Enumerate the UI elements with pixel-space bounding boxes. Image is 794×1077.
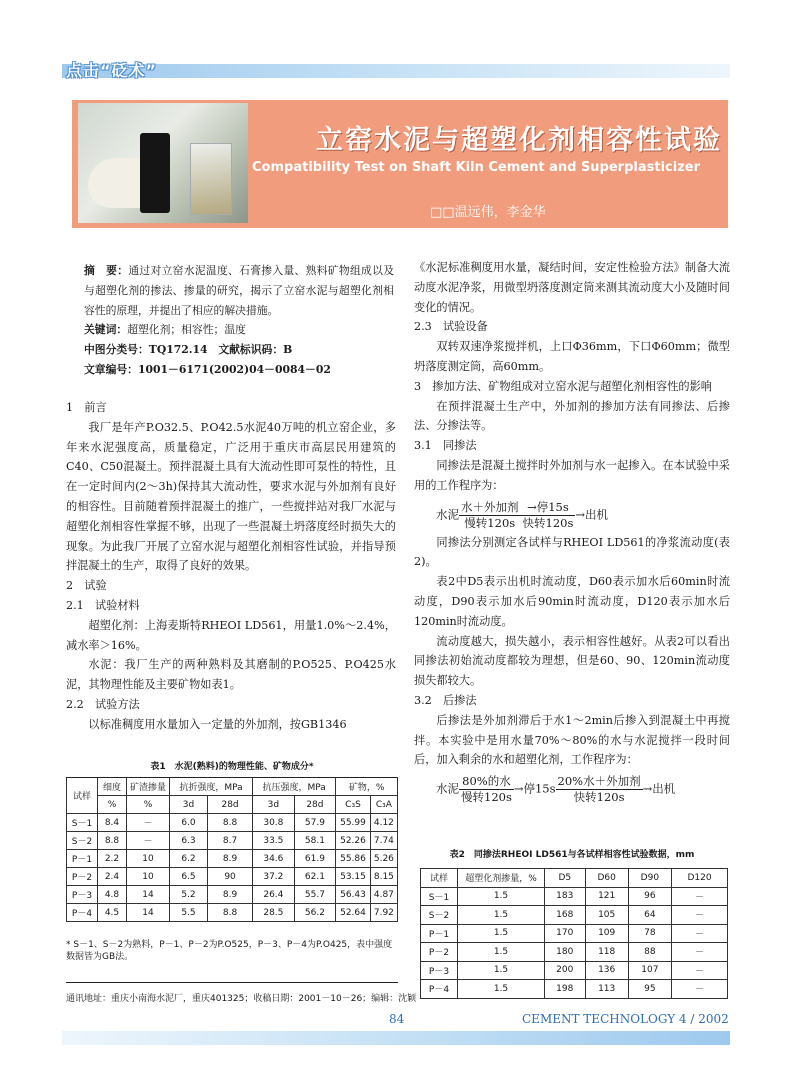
- table1-row-cell: 6.5: [170, 868, 208, 886]
- eq1-numerator: 水＋外加剂: [461, 499, 519, 514]
- journal-name: CEMENT TECHNOLOGY 4 / 2002: [522, 1012, 729, 1026]
- heading-method: 2.2 试验方法: [66, 697, 140, 711]
- table1-row-cell: 6.0: [170, 814, 208, 832]
- table2-row-cell: 1.5: [458, 943, 545, 962]
- right-column: [414, 258, 730, 805]
- table2-row-cell: 136: [585, 961, 628, 980]
- table1-row-cell: 4.87: [370, 886, 397, 904]
- eq1-denominator-2: 快转120s: [522, 515, 574, 530]
- table1-note: * S－1、S－2为熟料，P－1、P－2为P.O525，P－3、P－4为P.O425，表中强度数据皆为GB法。: [66, 940, 393, 962]
- eq1-fraction-2: [521, 500, 576, 531]
- eq2-denominator-2: 快转120s: [573, 790, 625, 805]
- table1-row-cell: 5.26: [370, 850, 397, 868]
- table2-row-cell: －: [671, 887, 727, 906]
- table1-row-cell: 7.74: [370, 832, 397, 850]
- heading-test: 2 试验: [66, 579, 107, 593]
- table1-row-cell: 8.9: [208, 850, 253, 868]
- table1-row-cell: 90: [208, 868, 253, 886]
- table1-row: [67, 850, 398, 868]
- table2-row: [421, 924, 728, 943]
- eq2-pause: →停15s: [513, 781, 556, 796]
- table2-row-cell: －: [671, 906, 727, 925]
- table1-row-cell: 14: [127, 886, 170, 904]
- table1-row-cell: 8.8: [208, 904, 253, 922]
- table2-row-cell: 1.5: [458, 961, 545, 980]
- table2-row-cell: －: [671, 943, 727, 962]
- heading-materials: 2.1 试验材料: [66, 598, 140, 612]
- table1-row-cell: 2.2: [98, 850, 127, 868]
- materials-paragraph-1: 超塑化剂：上海麦斯特RHEOI LD561，用量1.0%～2.4%，减水率＞16%。: [66, 618, 396, 652]
- procedure-equation-2: [414, 770, 730, 805]
- table2-row-cell: P－3: [421, 961, 458, 980]
- table1-row-cell: P－4: [67, 904, 98, 922]
- table2-caption: 表2 同掺法RHEOI LD561与各试样相容性试验数据，mm: [449, 850, 695, 860]
- table1-row-cell: 57.9: [294, 814, 336, 832]
- eq2-tail: →出机: [642, 781, 676, 796]
- table1-row-cell: P－2: [67, 868, 98, 886]
- table1-header-sample: 试样: [67, 778, 98, 814]
- table1-row-cell: 4.8: [98, 886, 127, 904]
- eq1-denominator: 慢转120s: [464, 515, 516, 530]
- flow-paragraph: 流动度越大，损失越小，表示相容性越好。从表2可以看出同掺法初始流动度都较为理想，但是60、90、120min流动度损失都较大。: [414, 634, 730, 688]
- heading-same-mix: 3.1 同掺法: [414, 439, 477, 453]
- table1-row-cell: 8.8: [208, 814, 253, 832]
- heading-section3: 3 掺加方法、矿物组成对立窑水泥与超塑化剂相容性的影响: [414, 379, 712, 393]
- table1-row-cell: 52.26: [336, 832, 371, 850]
- table2-row-cell: S－1: [421, 887, 458, 906]
- table2-header: 超塑化剂掺量，%: [458, 869, 545, 888]
- table2-row-cell: P－4: [421, 980, 458, 999]
- table1-row-cell: 8.7: [208, 832, 253, 850]
- table2-row-cell: 96: [628, 887, 671, 906]
- left-column: [66, 398, 396, 735]
- table1-subheader: 3d: [253, 796, 295, 814]
- table2-row-cell: S－2: [421, 906, 458, 925]
- table2-row-cell: 1.5: [458, 980, 545, 999]
- table1-row: [67, 868, 398, 886]
- intro-paragraph: 我厂是年产P.O32.5、P.O42.5水泥40万吨的机立窑企业，多年来水泥强度高，质量稳定，广泛用于重庆市高层民用建筑的C40、C50混凝土。预拌混凝土具有大流动性即可泵性的特性，且在一定时间内(2～3h)保持其大流动性，要求水泥与外加剂有良好的相容性。目前随着预拌混凝土的推广，一些搅拌站对我厂水泥与超塑化剂相容性掌握不够，出现了一些混凝土坍落度经时损失大的现象。为此我厂开展了立窑水泥与超塑化剂相容性试验，并指导预拌混凝土的生产，取得了良好的效果。: [66, 420, 396, 573]
- eq2-numerator-2: 20%水＋外加剂: [557, 774, 641, 789]
- table2-header: D90: [628, 869, 671, 888]
- table1-row: [67, 814, 398, 832]
- table1-row-cell: 8.4: [98, 814, 127, 832]
- table1-row: [67, 832, 398, 850]
- table1-row-cell: 4.12: [370, 814, 397, 832]
- procedure-equation-1: [414, 496, 730, 533]
- table1-header-compressive: 抗压强度，MPa: [253, 778, 336, 796]
- table2-explanation: 表2中D5表示出机时流动度，D60表示加水后60min时流动度，D90表示加水后90min时流动度，D120表示加水后120min时流动度。: [414, 575, 730, 628]
- article-number-line: 文章编号：1001－6171(2002)04－0084－02: [84, 362, 331, 376]
- eq1-fraction: [459, 500, 521, 531]
- equipment-paragraph: 双转双速净浆搅拌机，上口Φ36mm，下口Φ60mm；微型坍落度测定筒，高60mm。: [414, 340, 730, 373]
- abstract-text: 通过对立窑水泥温度、石膏掺入量、熟料矿物组成以及与超塑化剂的掺法、掺量的研究，揭示了立窑水泥与超塑化剂相容性的原理，并提出了相应的解决措施。: [84, 264, 394, 317]
- table1: [66, 777, 398, 922]
- eq1-tail: →出机: [575, 507, 608, 522]
- keywords-label: 关键词：: [84, 323, 128, 337]
- method-paragraph: 以标准稠度用水量加入一定量的外加剂，按GB1346: [88, 717, 347, 731]
- table1-row-cell: 55.86: [336, 850, 371, 868]
- table1-row-cell: －: [127, 814, 170, 832]
- table1-row-cell: P－1: [67, 850, 98, 868]
- table2-row-cell: 78: [628, 924, 671, 943]
- same-mix-paragraph-2: 同掺法分别测定各试样与RHEOI LD561的净浆流动度(表2)。: [414, 535, 730, 569]
- page-number: 84: [389, 1012, 405, 1026]
- table1-row-cell: 6.2: [170, 850, 208, 868]
- table2-row-cell: 180: [545, 943, 586, 962]
- table2-row-cell: 118: [585, 943, 628, 962]
- table2-row-cell: 88: [628, 943, 671, 962]
- table2-row-cell: 105: [585, 906, 628, 925]
- table1-row-cell: 26.4: [253, 886, 295, 904]
- table2-row-cell: 1.5: [458, 906, 545, 925]
- table1-row-cell: 8.15: [370, 868, 397, 886]
- eq2-denominator-1: 慢转120s: [461, 790, 512, 805]
- table1-row-cell: 55.7: [294, 886, 336, 904]
- abstract-paragraph: [84, 261, 394, 320]
- table1-subheader: 3d: [170, 796, 208, 814]
- table1-row-cell: 37.2: [253, 868, 295, 886]
- heading-post-mix: 3.2 后掺法: [414, 693, 477, 707]
- clc-line: 中图分类号：TQ172.14 文献标识码：B: [84, 343, 293, 357]
- table2-row-cell: 121: [585, 887, 628, 906]
- table1-header-flexural: 抗折强度，MPa: [170, 778, 253, 796]
- table1-row: [67, 886, 398, 904]
- footer-strip: [62, 1031, 730, 1045]
- table1-row-cell: 56.2: [294, 904, 336, 922]
- table2-row-cell: 109: [585, 924, 628, 943]
- table1-row-cell: 56.43: [336, 886, 371, 904]
- table1-unit-fineness: %: [98, 796, 127, 814]
- table2: [420, 868, 728, 999]
- table1-row-cell: S－1: [67, 814, 98, 832]
- eq2-lead: 水泥: [436, 781, 459, 796]
- article-title-english: Compatibility Test on Shaft Kiln Cement and Superplasticizer: [252, 160, 700, 175]
- table1-row-cell: S－2: [67, 832, 98, 850]
- table1-subheader: 28d: [294, 796, 336, 814]
- table2-row: [421, 887, 728, 906]
- table2-row: [421, 943, 728, 962]
- table1-row-cell: 52.64: [336, 904, 371, 922]
- table1-row-cell: 28.5: [253, 904, 295, 922]
- beaker-shape: [140, 133, 170, 213]
- table1-row-cell: 61.9: [294, 850, 336, 868]
- eq1-lead: 水泥: [436, 507, 459, 522]
- table2-header: 试样: [421, 869, 458, 888]
- eq2-fraction-2: [556, 774, 643, 805]
- table1-row-cell: 8.8: [98, 832, 127, 850]
- abstract-label: 摘 要：: [84, 264, 129, 277]
- table1-subheader: C₃A: [370, 796, 397, 814]
- table1-row-cell: －: [127, 832, 170, 850]
- method-paragraph-cont: 《水泥标准稠度用水量，凝结时间，安定性检验方法》制备大流动度水泥净浆，用微型坍落度测定筒来测其流动度大小及随时间变化的情况。: [414, 261, 730, 314]
- table2-row-cell: 170: [545, 924, 586, 943]
- table1-row-cell: 62.1: [294, 868, 336, 886]
- lab-photo: [78, 103, 248, 223]
- table2-row-cell: 64: [628, 906, 671, 925]
- table1-header-gypsum: 矿渣掺量: [127, 778, 170, 796]
- table2-row-cell: －: [671, 980, 727, 999]
- materials-paragraph-2: 水泥：我厂生产的两种熟料及其磨制的P.O525、P.O425水泥，其物理性能及主要矿物如表1。: [66, 658, 396, 692]
- table2-row-cell: 168: [545, 906, 586, 925]
- table1-subheader: 28d: [208, 796, 253, 814]
- table1-row-cell: 53.15: [336, 868, 371, 886]
- table1-row-cell: 7.92: [370, 904, 397, 922]
- table1-row-cell: 4.5: [98, 904, 127, 922]
- table2-row-cell: －: [671, 961, 727, 980]
- table2-row-cell: 183: [545, 887, 586, 906]
- table2-body: [421, 887, 728, 998]
- table1-row-cell: 55.99: [336, 814, 371, 832]
- flask-shape: [190, 143, 232, 215]
- table1-row-cell: 2.4: [98, 868, 127, 886]
- table1-row-cell: 5.5: [170, 904, 208, 922]
- table2-row-cell: 1.5: [458, 924, 545, 943]
- table1-row-cell: 33.5: [253, 832, 295, 850]
- header-strip: [62, 64, 730, 78]
- table1-row-cell: 58.1: [294, 832, 336, 850]
- table2-header: D120: [671, 869, 727, 888]
- table2-row-cell: 107: [628, 961, 671, 980]
- eq2-numerator-1: 80%的水: [459, 774, 514, 790]
- same-mix-paragraph: 同掺法是混凝土搅拌时外加剂与水一起掺入。在本试验中采用的工作程序为：: [414, 458, 730, 492]
- table1-body: [67, 814, 398, 922]
- table1-row-cell: 30.8: [253, 814, 295, 832]
- table1-subheader: C₃S: [336, 796, 371, 814]
- table2-header: D60: [585, 869, 628, 888]
- table1-header-fineness: 细度: [98, 778, 127, 796]
- footnote-rule: [66, 982, 398, 983]
- post-mix-paragraph: 后掺法是外加剂滞后于水1～2min后掺入到混凝土中再搅拌。本实验中是用水量70%～80%的水与水泥搅拌一段时间后，加入剩余的水和超塑化剂，工作程序为：: [414, 713, 730, 767]
- table1-row-cell: 14: [127, 904, 170, 922]
- eq1-pause: →停15s: [521, 500, 576, 516]
- table1-row-cell: 6.3: [170, 832, 208, 850]
- table1-row-cell: 10: [127, 850, 170, 868]
- heading-intro: 1 前言: [66, 401, 107, 414]
- table2-header: D5: [545, 869, 586, 888]
- table1-caption: 表1 水泥(熟料)的物理性能、矿物成分*: [150, 762, 314, 772]
- author-address: 通讯地址：重庆小南海水泥厂，重庆401325；收稿日期：2001－10－26；编辑：沈颖: [66, 994, 417, 1004]
- table1-row-cell: 34.6: [253, 850, 295, 868]
- table2-row-cell: P－2: [421, 943, 458, 962]
- table1-header-mineral: 矿物，%: [336, 778, 398, 796]
- table1-row-cell: 10: [127, 868, 170, 886]
- section3-paragraph: 在预拌混凝土生产中，外加剂的掺加方法有同掺法、后掺法、分掺法等。: [414, 399, 730, 433]
- keywords-text: 超塑化剂；相容性；温度: [127, 323, 246, 337]
- table1-row-cell: 8.9: [208, 886, 253, 904]
- article-title: 立窑水泥与超塑化剂相容性试验: [316, 125, 722, 156]
- table2-row: [421, 980, 728, 999]
- abstract-block: [84, 261, 394, 380]
- table1-row-cell: 5.2: [170, 886, 208, 904]
- table2-row-cell: 113: [585, 980, 628, 999]
- table2-row: [421, 961, 728, 980]
- heading-equipment: 2.3 试验设备: [414, 320, 488, 334]
- table2-row-cell: －: [671, 924, 727, 943]
- authors: □□温远伟，李金华: [430, 205, 546, 220]
- keywords-line: [84, 320, 394, 340]
- table2-row-cell: 200: [545, 961, 586, 980]
- table1-unit-gypsum: %: [127, 796, 170, 814]
- table1-row: [67, 904, 398, 922]
- table2-row: [421, 906, 728, 925]
- table1-row-cell: P－3: [67, 886, 98, 904]
- table2-row-cell: 198: [545, 980, 586, 999]
- eq2-fraction-1: [459, 774, 514, 805]
- table2-row-cell: P－1: [421, 924, 458, 943]
- section-tag: 点击“砭术”: [66, 61, 158, 80]
- table2-row-cell: 1.5: [458, 887, 545, 906]
- table2-row-cell: 95: [628, 980, 671, 999]
